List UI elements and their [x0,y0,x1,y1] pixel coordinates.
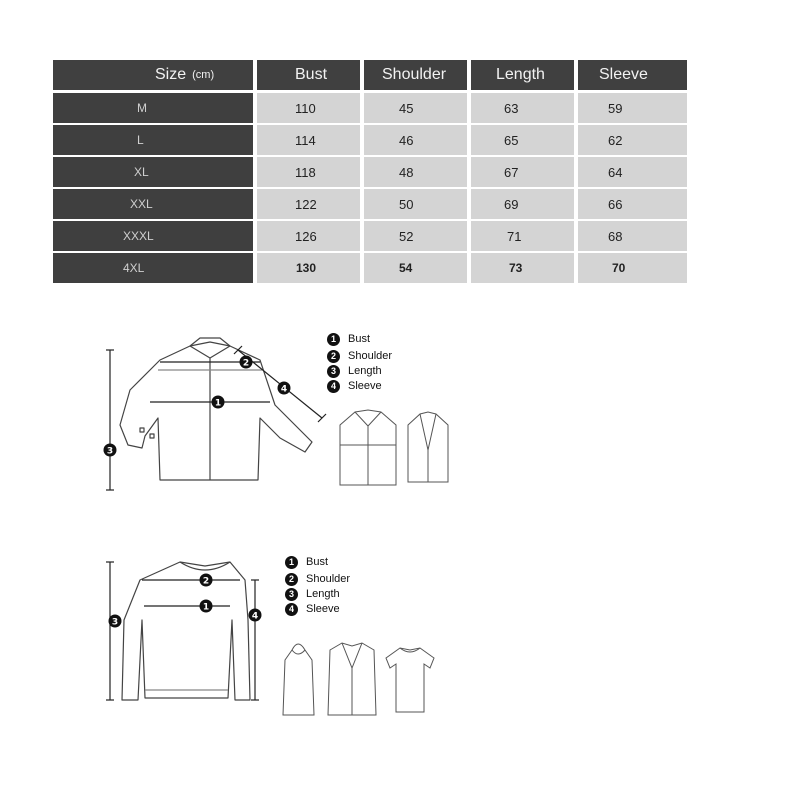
number-one-icon: 1 [285,556,298,569]
shirt-collar [190,338,230,358]
length-cell [471,125,574,155]
marker-shoulder [200,574,213,587]
svg-text:1: 1 [202,602,210,613]
header-size-cell [53,60,253,90]
number-four-icon: 4 [327,380,340,393]
bust-value: 126 [295,228,317,244]
size-label: L [137,133,144,147]
header-bust-label: Bust [295,66,328,83]
size-cell [53,189,253,219]
sleeve-cell [578,253,687,283]
length-value: 73 [509,261,523,275]
svg-text:1: 1 [214,398,222,409]
length-value: 63 [504,100,519,116]
length-cell [471,157,574,187]
marker-length [109,615,122,628]
size-cell [53,157,253,187]
tshirt-illustration [386,648,434,712]
table-row [53,93,687,123]
sweater-outline [122,562,250,700]
bust-value: 130 [296,261,317,275]
shoulder-cell [364,189,467,219]
bust-cell [257,253,360,283]
bust-cell [257,221,360,251]
number-three-icon: 3 [327,365,340,378]
length-value: 69 [504,196,519,212]
table-header-row [53,60,687,90]
sleeve-value: 68 [608,228,623,244]
bust-value: 118 [295,164,316,180]
header-sleeve-cell [578,60,687,90]
legend-label: Shoulder [306,573,351,585]
size-cell [53,253,253,283]
legend-item [285,601,340,617]
cardigan-illustration [328,643,376,715]
table-row [53,221,687,251]
size-cell [53,93,253,123]
hoodie-illustration [283,644,314,715]
sleeve-cell [578,189,687,219]
table-row [53,157,687,187]
shoulder-value: 52 [399,228,414,244]
denim-jacket-illustration [340,410,396,485]
table-row [53,253,687,283]
legend-item [285,586,340,602]
header-shoulder-label: Shoulder [382,66,447,83]
bust-cell [257,93,360,123]
number-four-icon: 4 [285,603,298,616]
bust-value: 110 [295,100,316,116]
shoulder-value: 46 [399,132,414,148]
header-shoulder-cell [364,60,467,90]
header-unit-label: (cm) [192,69,215,81]
number-three-icon: 3 [285,588,298,601]
shirt-outline [120,342,312,480]
shoulder-cell [364,221,467,251]
legend-item [285,554,328,570]
legend-item [327,331,370,347]
shoulder-cell [364,157,467,187]
length-cell [471,189,574,219]
legend-item [285,571,350,587]
svg-text:3: 3 [111,617,119,628]
legend-label: Bust [348,333,371,345]
bust-value: 122 [295,196,317,212]
marker-sleeve [249,609,262,622]
marker-bust [212,396,225,409]
sleeve-value: 59 [608,100,623,116]
table-row [53,125,687,155]
size-cell [53,221,253,251]
marker-bust [200,600,213,613]
marker-shoulder [240,356,253,369]
length-value: 65 [504,132,519,148]
svg-text:3: 3 [106,446,114,457]
legend-label: Shoulder [348,350,393,362]
length-cell [471,93,574,123]
bust-value: 114 [295,132,316,148]
sleeve-cell [578,221,687,251]
legend-label: Sleeve [348,380,382,392]
marker-length [104,444,117,457]
sleeve-cell [578,125,687,155]
sweater-measurement-diagram [100,550,450,725]
length-cell [471,221,574,251]
size-cell [53,125,253,155]
sleeve-value: 66 [608,196,623,212]
shoulder-cell [364,93,467,123]
sleeve-value: 70 [612,261,626,275]
shoulder-cell [364,253,467,283]
header-size-label: Size [155,66,187,83]
sleeve-value: 64 [608,164,623,180]
shoulder-value: 50 [399,196,414,212]
header-bust-cell [257,60,360,90]
size-label: 4XL [123,261,145,275]
size-label: XL [134,165,149,179]
size-label: XXL [130,197,153,211]
legend-item [327,363,382,379]
shoulder-cell [364,125,467,155]
shirt-measurement-diagram [100,330,450,500]
sleeve-cell [578,157,687,187]
header-length-label: Length [496,66,545,83]
blazer-illustration [408,412,448,482]
table-row [53,189,687,219]
legend-label: Length [348,365,382,377]
shoulder-value: 45 [399,100,414,116]
legend-item [327,348,392,364]
legend-label: Sleeve [306,603,340,615]
header-sleeve-label: Sleeve [599,66,648,83]
sleeve-value: 62 [608,132,623,148]
shoulder-value: 48 [399,164,414,180]
legend-label: Length [306,588,340,600]
shoulder-value: 54 [399,261,413,275]
number-two-icon: 2 [285,573,298,586]
length-value: 67 [504,164,519,180]
length-value: 71 [507,228,522,244]
bust-cell [257,125,360,155]
size-label: XXXL [123,229,154,243]
svg-text:4: 4 [251,611,259,622]
svg-text:4: 4 [280,384,288,395]
legend-item [327,378,382,394]
size-label: M [137,101,147,115]
marker-sleeve [278,382,291,395]
sleeve-cell [578,93,687,123]
bust-cell [257,157,360,187]
legend-label: Bust [306,556,329,568]
svg-text:2: 2 [242,358,250,369]
length-cell [471,253,574,283]
bust-cell [257,189,360,219]
svg-text:2: 2 [202,576,210,587]
number-one-icon: 1 [327,333,340,346]
number-two-icon: 2 [327,350,340,363]
header-length-cell [471,60,574,90]
